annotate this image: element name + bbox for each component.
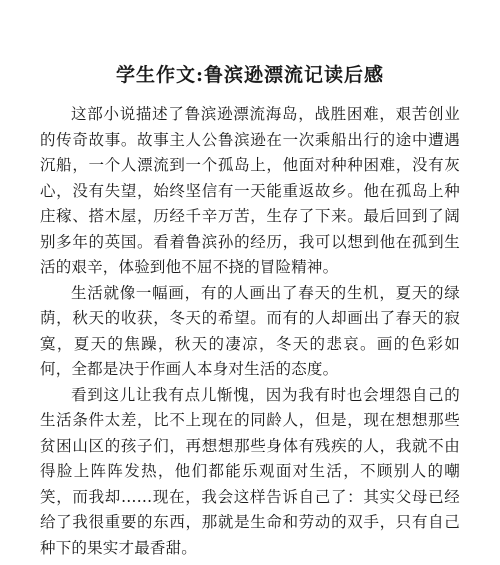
paragraph-1: 这部小说描述了鲁滨逊漂流海岛，战胜困难，艰苦创业的传奇故事。故事主人公鲁滨逊在一次乘船出行的途中遭遇沉船，一个人漂流到一个孤岛上，他面对种种困难，没有灰心，没有失望，始终坚信有一天能重返故乡。他在孤岛上种庄稼、搭木屋，历经千辛万苦，生存了下来。最后回到了阔别多年的英国。看着鲁滨孙的经历，我可以想到他在孤到生活的艰辛，体验到他不屈不挠的冒险精神。 — [40, 105, 460, 276]
paragraph-2: 生活就像一幅画，有的人画出了春天的生机，夏天的绿荫，秋天的收获，冬天的希望。而有的人却画出了春天的寂寞，夏天的焦躁，秋天的凄凉，冬天的悲哀。画的色彩如何，全都是决于作画人本身对生活的态度。 — [40, 283, 460, 378]
document-title: 学生作文:鲁滨逊漂流记读后感 — [115, 64, 384, 86]
paragraph-3: 看到这儿让我有点儿惭愧，因为我有时也会埋怨自己的生活条件太差，比不上现在的同龄人，但是，现在想想那些贫困山区的孩子们，再想想那些身体有残疾的人，我就不由得脸上阵阵发热，他们都能乐观面对生活，不顾别人的嘲笑，而我却……现在，我会这样告诉自己了：其实父母已经给了我很重要的东西，那就是生命和劳动的双手，只有自己种下的果实才最香甜。 — [40, 385, 460, 557]
